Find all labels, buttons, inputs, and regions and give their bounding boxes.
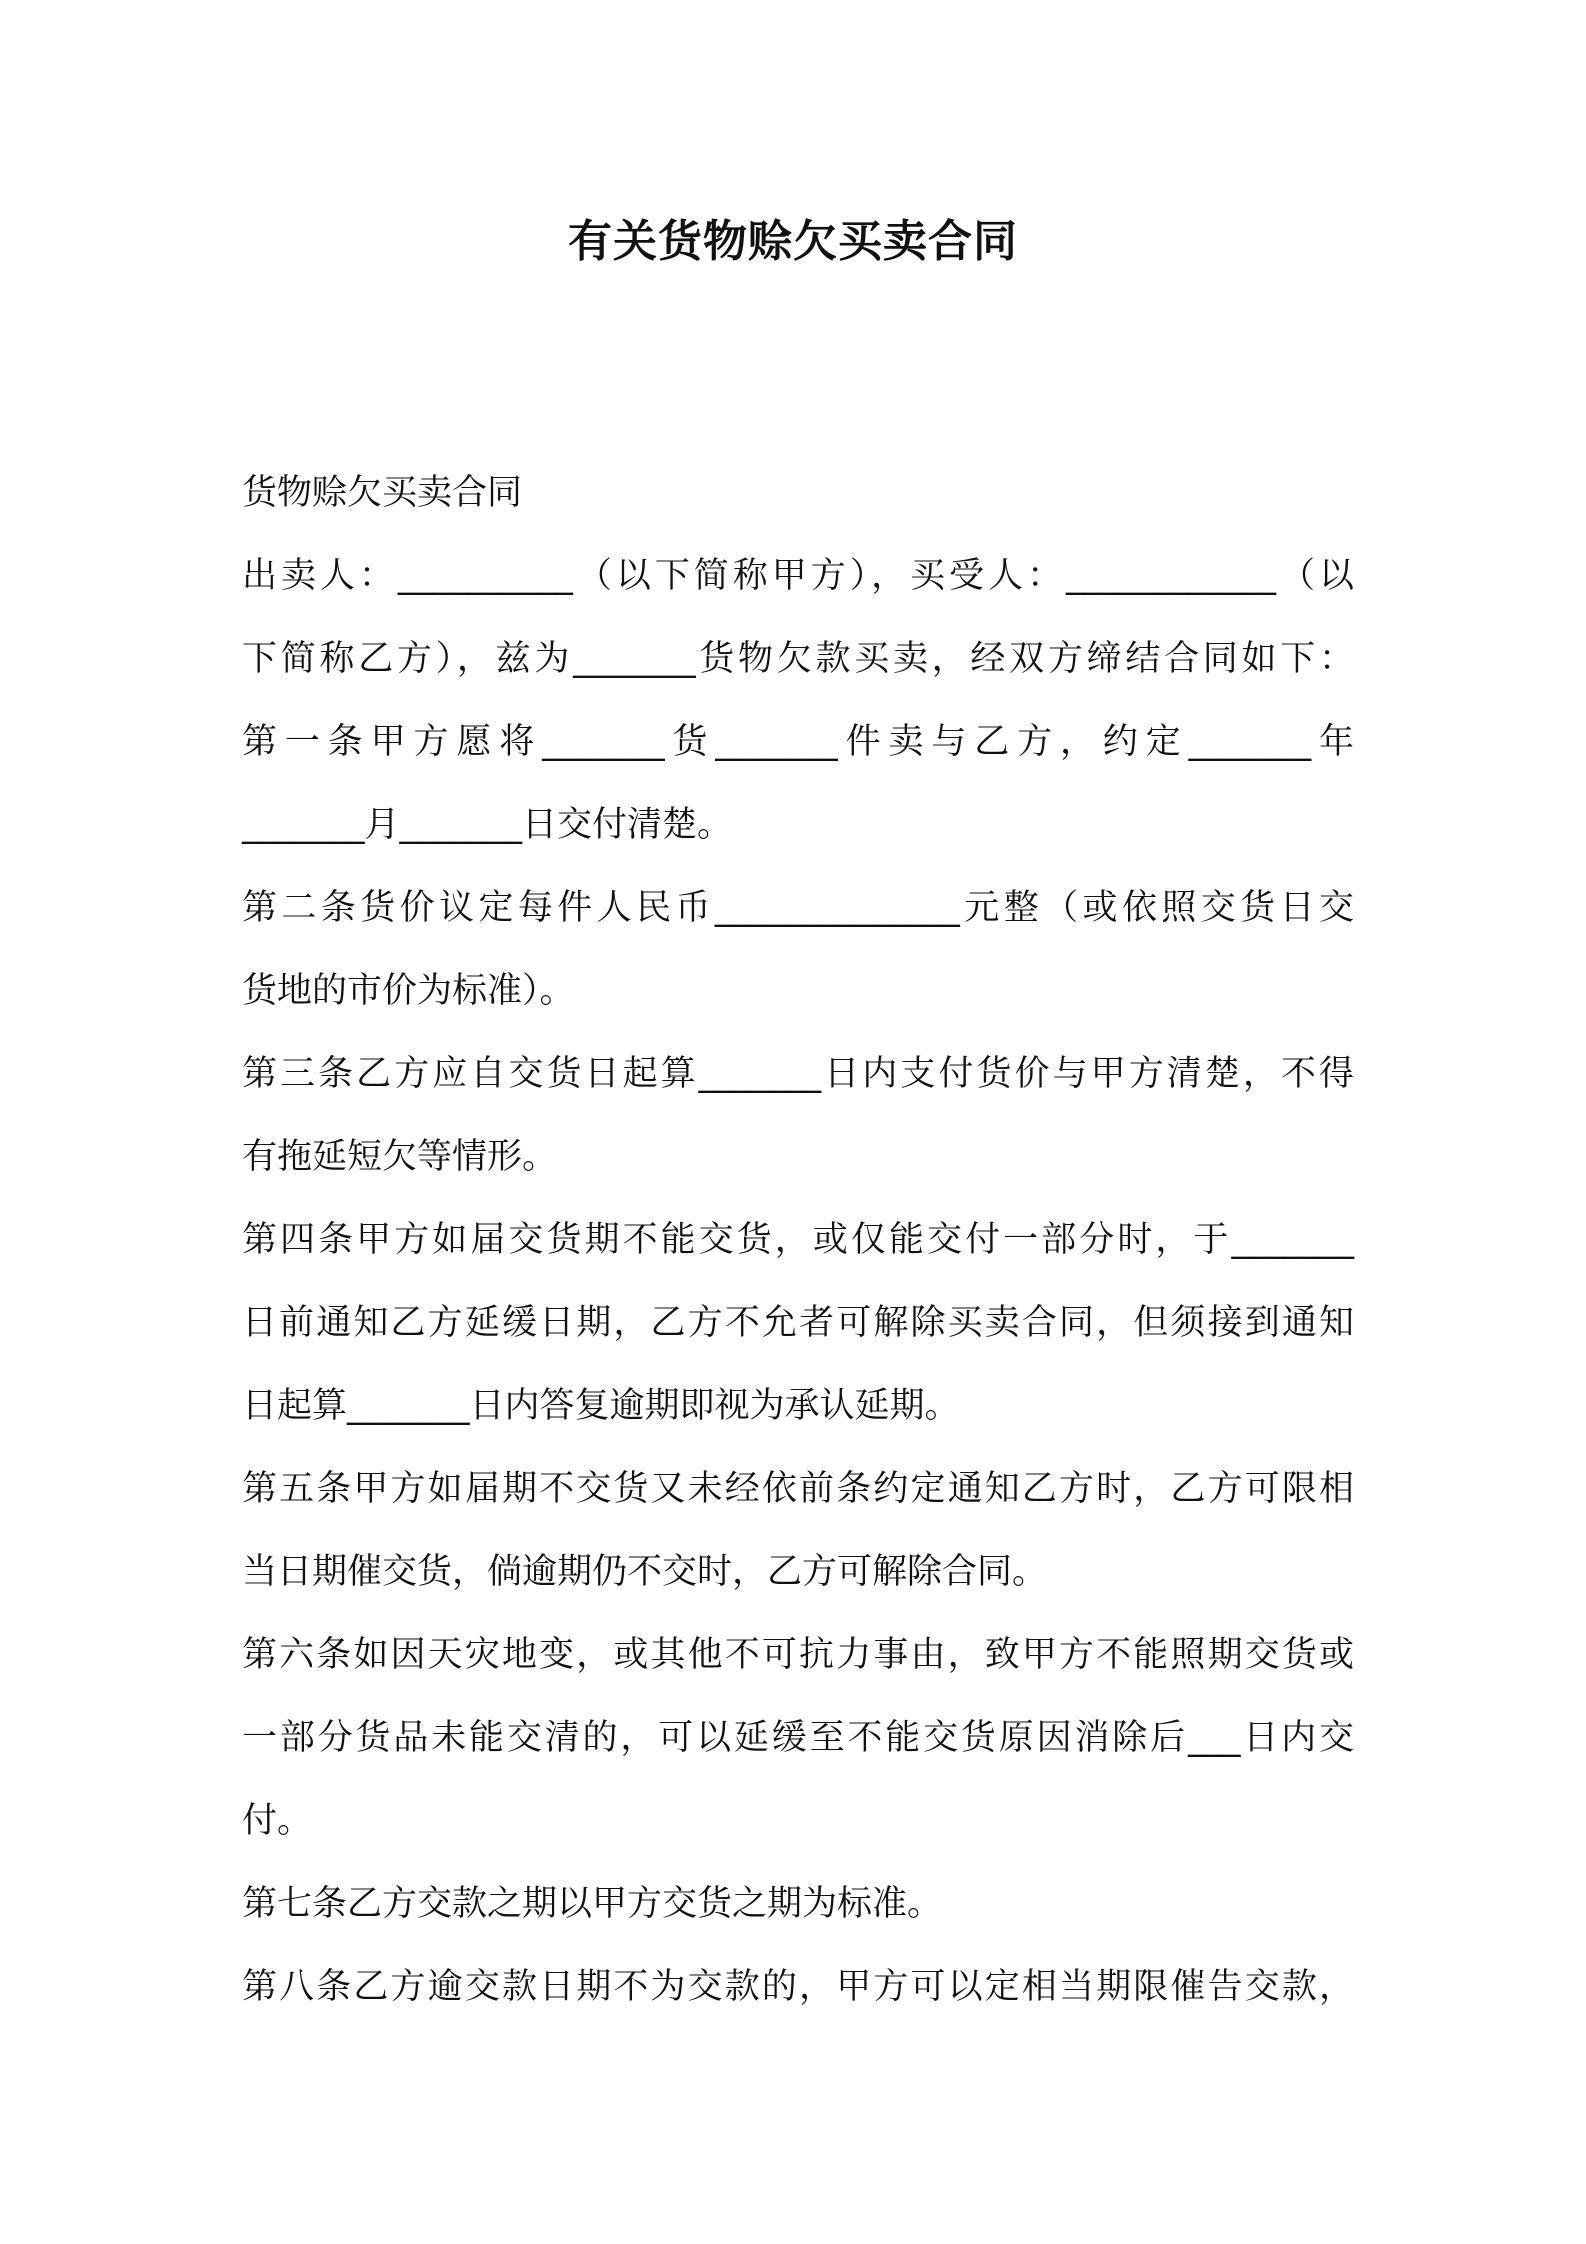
body-line-4: 第一条甲方愿将_______货_______件卖与乙方，约定_______年 — [242, 722, 1354, 762]
body-line-12: 日起算_______日内答复逾期即视为承认延期。 — [242, 1386, 960, 1426]
document-body — [242, 452, 1354, 2029]
body-line-19: 第八条乙方逾交款日期不为交款的，甲方可以定相当期限催告交款， — [242, 1967, 1354, 2007]
body-line-13: 第五条甲方如届期不交货又未经依前条约定通知乙方时，乙方可限相 — [242, 1469, 1354, 1509]
body-line-16: 一部分货品未能交清的，可以延缓至不能交货原因消除后___日内交 — [242, 1718, 1354, 1758]
body-line-2: 出卖人：__________（以下简称甲方），买受人：____________（以 — [242, 556, 1354, 596]
body-line-7: 货地的市价为标准）。 — [242, 971, 575, 1011]
body-line-18: 第七条乙方交款之期以甲方交货之期为标准。 — [242, 1884, 943, 1924]
body-line-3: 下简称乙方），兹为_______货物欠款买卖，经双方缔结合同如下： — [242, 639, 1354, 679]
body-line-17: 付。 — [242, 1801, 313, 1841]
body-line-14: 当日期催交货，倘逾期仍不交时，乙方可解除合同。 — [242, 1552, 1048, 1592]
body-line-11: 日前通知乙方延缓日期，乙方不允者可解除买卖合同，但须接到通知 — [242, 1303, 1354, 1343]
body-line-10: 第四条甲方如届交货期不能交货，或仅能交付一部分时，于_______ — [242, 1220, 1354, 1260]
body-line-9: 有拖延短欠等情形。 — [242, 1137, 558, 1177]
document-title: 有关货物赊欠买卖合同 — [568, 216, 1018, 267]
body-line-1: 货物赊欠买卖合同 — [242, 473, 523, 513]
body-line-8: 第三条乙方应自交货日起算_______日内支付货价与甲方清楚，不得 — [242, 1054, 1354, 1094]
body-line-15: 第六条如因天灾地变，或其他不可抗力事由，致甲方不能照期交货或 — [242, 1635, 1354, 1675]
body-line-5: _______月_______日交付清楚。 — [242, 805, 733, 845]
body-line-6: 第二条货价议定每件人民币______________元整（或依照交货日交 — [242, 888, 1354, 928]
